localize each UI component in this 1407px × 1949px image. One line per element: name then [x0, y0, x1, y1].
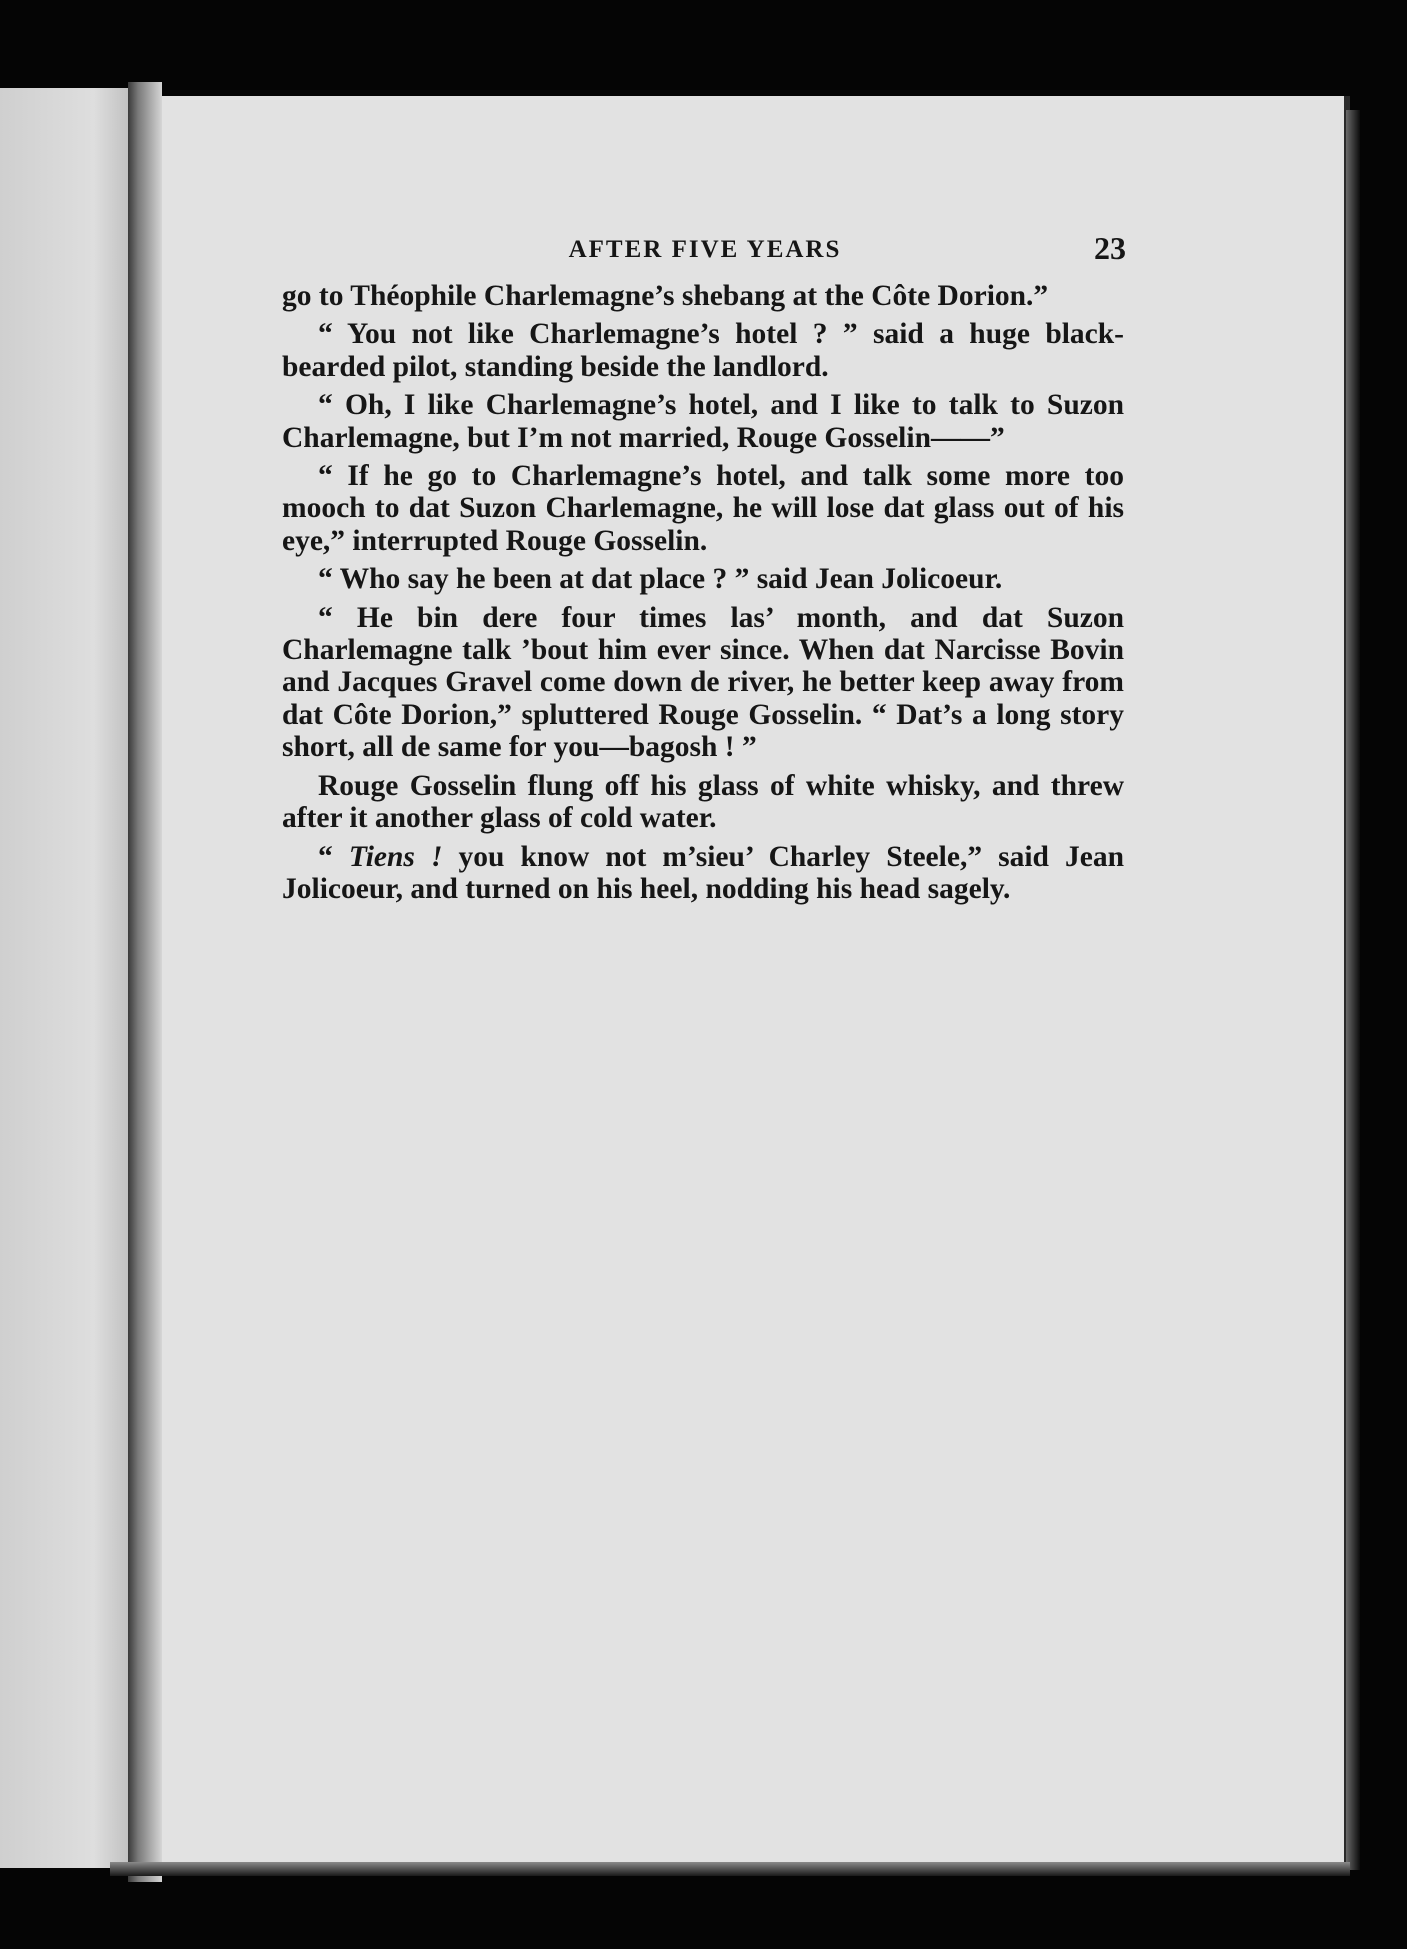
open-quote: “ [318, 840, 349, 873]
italic-phrase: Tiens ! [348, 840, 443, 873]
facing-page-edge [0, 88, 134, 1868]
paragraph: Rouge Gosselin flung off his glass of white whisky, and threw after it another glass of cold water. [282, 769, 1124, 835]
paragraph-text: you know not m’sieu’ Charley Steele,” said Jean Jolicoeur, and turned on his heel, nodding his head sagely. [282, 840, 1125, 905]
paragraph: go to Théophile Charlemagne’s shebang at the Côte Dorion.” [282, 280, 1049, 312]
page-number: 23 [1094, 230, 1126, 266]
paragraph: “ Who say he been at dat place ? ” said Jean Jolicoeur. [318, 563, 1003, 596]
page-right-edge [1346, 110, 1360, 1870]
running-head [284, 230, 1126, 270]
paragraph: “ He bin dere four times las’ month, and dat Suzon Charlemagne talk ’bout him ever since. When dat Narcisse Bovin and Jacques Gravel come down de river, he better keep away from dat Côte Dorion,” spluttered Rouge Gosselin. “ Dat’s a long story short, all de same for you—bagosh ! ” [282, 601, 1124, 764]
body-text [282, 280, 1124, 911]
paragraph: “ You not like Charlemagne’s hotel ? ” said a huge black-bearded pilot, standing beside the landlord. [282, 318, 1124, 383]
binding-gutter [128, 82, 162, 1882]
paragraph [282, 841, 1124, 906]
running-title: AFTER FIVE YEARS [568, 236, 842, 263]
paragraph: “ Oh, I like Charlemagne’s hotel, and I like to talk to Suzon Charlemagne, but I’m not married, Rouge Gosselin——” [282, 389, 1124, 454]
page-bottom-edge [110, 1862, 1350, 1876]
paragraph: “ If he go to Charlemagne’s hotel, and talk some more too mooch to dat Suzon Charlemagne, he will lose dat glass out of his eye,” interrupted Rouge Gosselin. [282, 460, 1124, 557]
